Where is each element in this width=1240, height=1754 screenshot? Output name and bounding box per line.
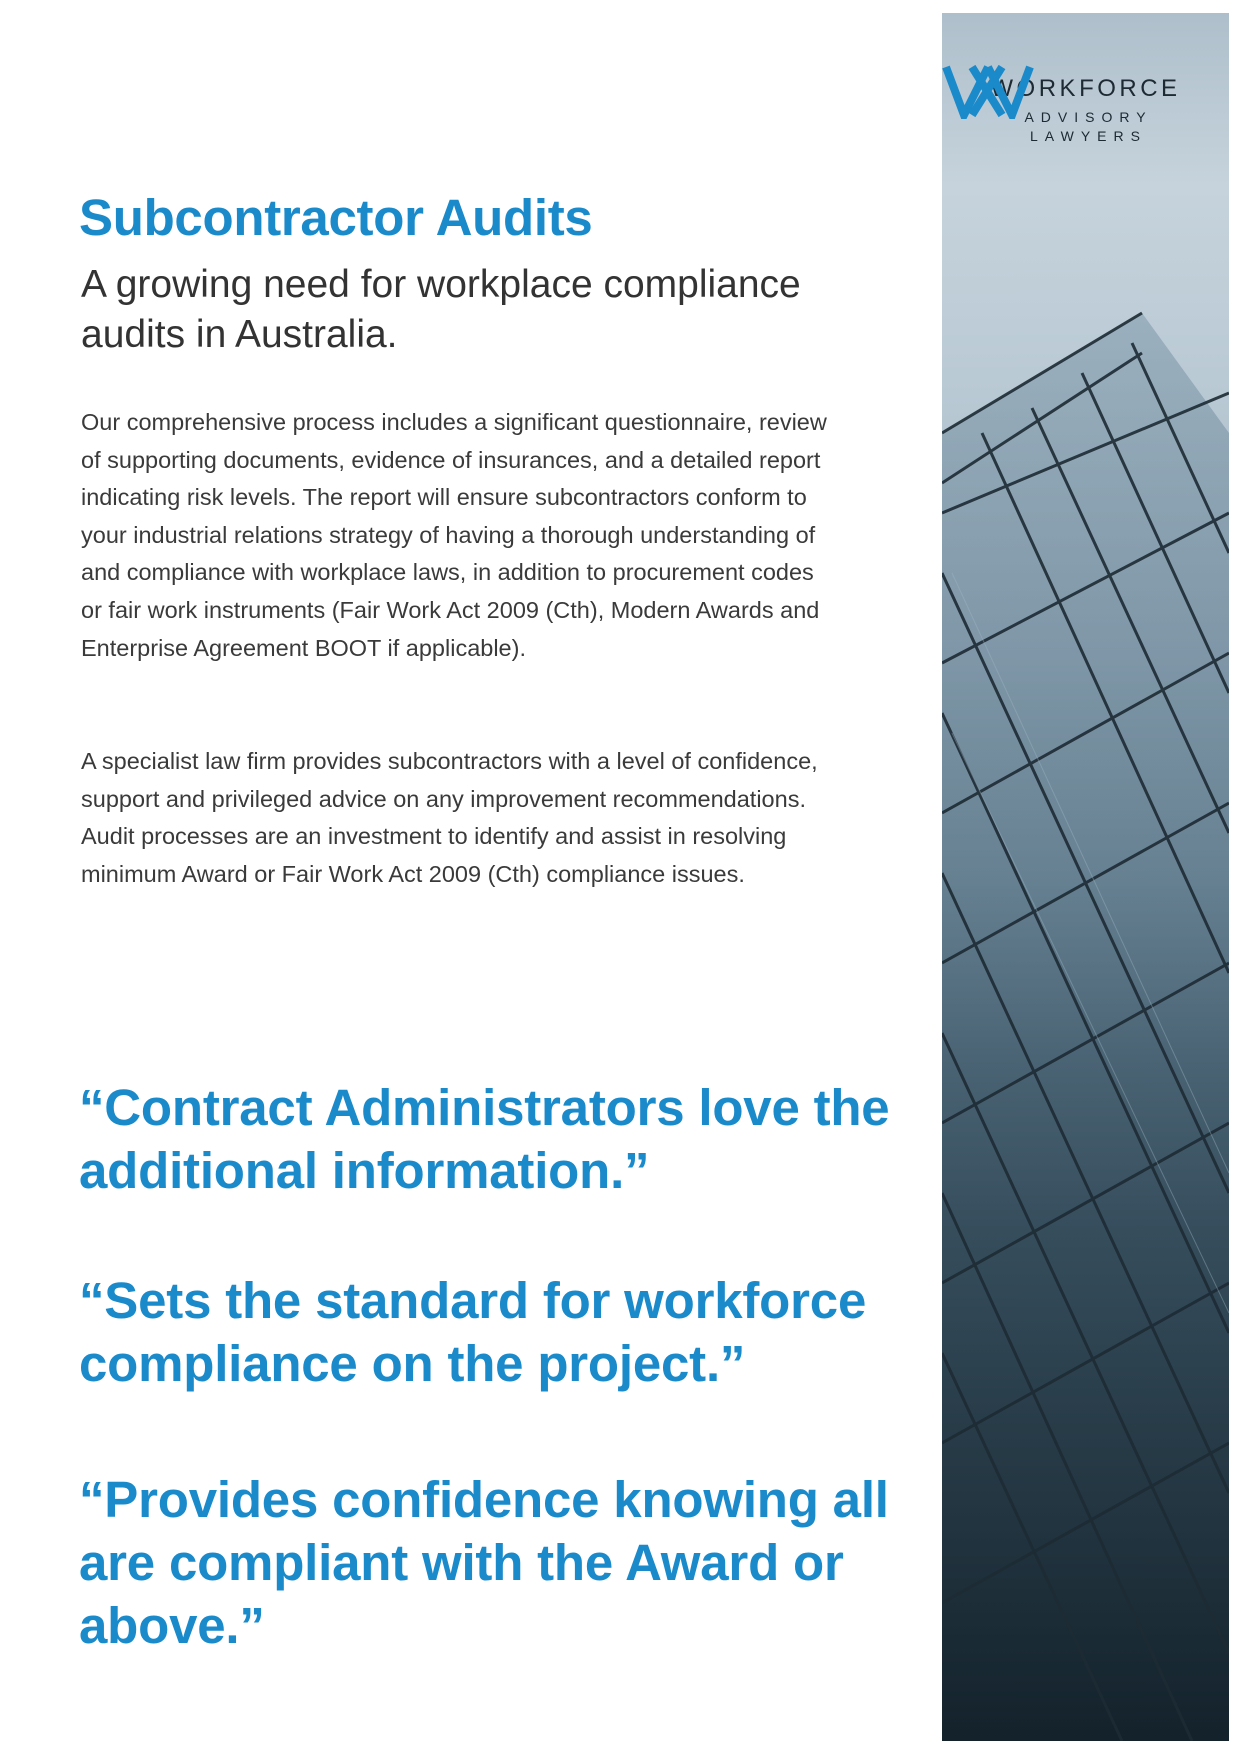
glass-building-photo: [942, 13, 1229, 1741]
page-title: Subcontractor Audits: [79, 189, 593, 246]
brand-tagline-lawyers: LAWYERS: [1030, 128, 1147, 144]
page-subtitle: A growing need for workplace compliance audits in Australia.: [81, 263, 801, 356]
testimonial-quote-3: “Provides confidence knowing all are compliant with the Award or above.”: [79, 1471, 889, 1654]
wa-monogram-icon: [942, 63, 1034, 119]
testimonial-quote-2: “Sets the standard for workforce compliance on the project.”: [79, 1272, 867, 1392]
body-paragraph-1: Our comprehensive process includes a significant questionnaire, review of supporting documents, evidence of insurances, and a detailed report indicating risk levels. The report will ensure subcontractors conform to your industrial relations strategy of having a thorough understanding of and compliance with workplace laws, in addition to procurement codes or fair work instruments (Fair Work Act 2009 (Cth), Modern Awards and Enterprise Agreement BOOT if applicable).: [81, 409, 827, 661]
side-banner: [942, 13, 1229, 1741]
brand-logo: [942, 63, 1229, 144]
testimonial-quote-1: “Contract Administrators love the additional information.”: [79, 1079, 890, 1199]
brand-name: WORKFORCE: [990, 75, 1181, 102]
brand-tagline-advisory: ADVISORY: [1024, 109, 1153, 125]
body-paragraph-2: A specialist law firm provides subcontractors with a level of confidence, support and privileged advice on any improvement recommendations. Audit processes are an investment to identify and assist in resolving minimum Award or Fair Work Act 2009 (Cth) compliance issues.: [81, 748, 818, 887]
